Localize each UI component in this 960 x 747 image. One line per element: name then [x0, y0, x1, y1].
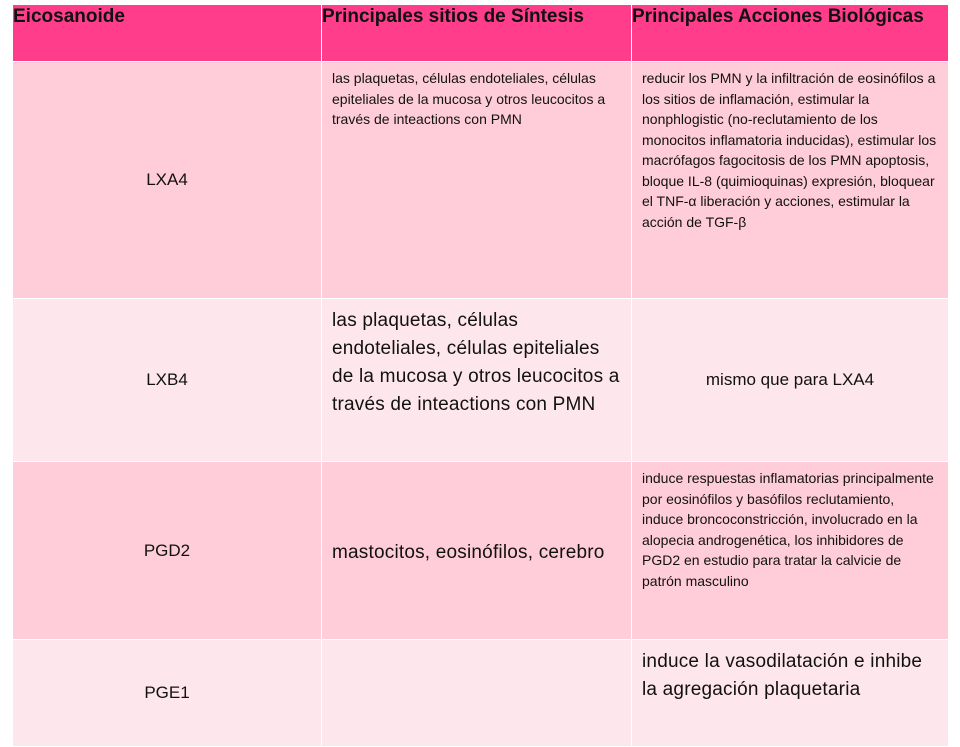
header-sitios-sintesis: Principales sitios de Síntesis: [322, 5, 632, 62]
synthesis-cell: [322, 640, 632, 747]
table-row-lxa4: [13, 62, 949, 299]
actions-cell: induce la vasodilatación e inhibe la agregación plaquetaria: [632, 640, 949, 747]
eicosanoid-table: [12, 4, 949, 747]
synthesis-cell: mastocitos, eosinófilos, cerebro: [322, 462, 632, 640]
header-eicosanoide: Eicosanoide: [13, 5, 322, 62]
eicosanoid-cell: LXB4: [13, 299, 322, 462]
eicosanoid-cell: LXA4: [13, 62, 322, 299]
table-row-lxb4: [13, 299, 949, 462]
actions-cell: reducir los PMN y la infiltración de eosinófilos a los sitios de inflamación, estimular la nonphlogistic (no-reclutamiento de los monocitos inflamatoria inducidas), estimular los macrófagos fagocitosis de los PMN apoptosis, bloque IL-8 (quimioquinas) expresión, bloquear el TNF-α liberación y acciones, estimular la acción de TGF-β: [632, 62, 949, 299]
actions-cell: induce respuestas inflamatorias principalmente por eosinófilos y basófilos reclutamiento, induce broncoconstricción, involucrado en la alopecia androgenética, los inhibidores de PGD2 en estudio para tratar la calvicie de patrón masculino: [632, 462, 949, 640]
synthesis-cell: las plaquetas, células endoteliales, células epiteliales de la mucosa y otros leucocitos a través de inteactions con PMN: [322, 62, 632, 299]
header-acciones-biologicas: Principales Acciones Biológicas: [632, 5, 949, 62]
eicosanoid-cell: PGD2: [13, 462, 322, 640]
actions-cell: mismo que para LXA4: [632, 299, 949, 462]
table-row-pge1: [13, 640, 949, 747]
synthesis-cell: las plaquetas, células endoteliales, células epiteliales de la mucosa y otros leucocitos a través de inteactions con PMN: [322, 299, 632, 462]
eicosanoid-cell: PGE1: [13, 640, 322, 747]
table-header-row: [13, 5, 949, 62]
table-row-pgd2: [13, 462, 949, 640]
